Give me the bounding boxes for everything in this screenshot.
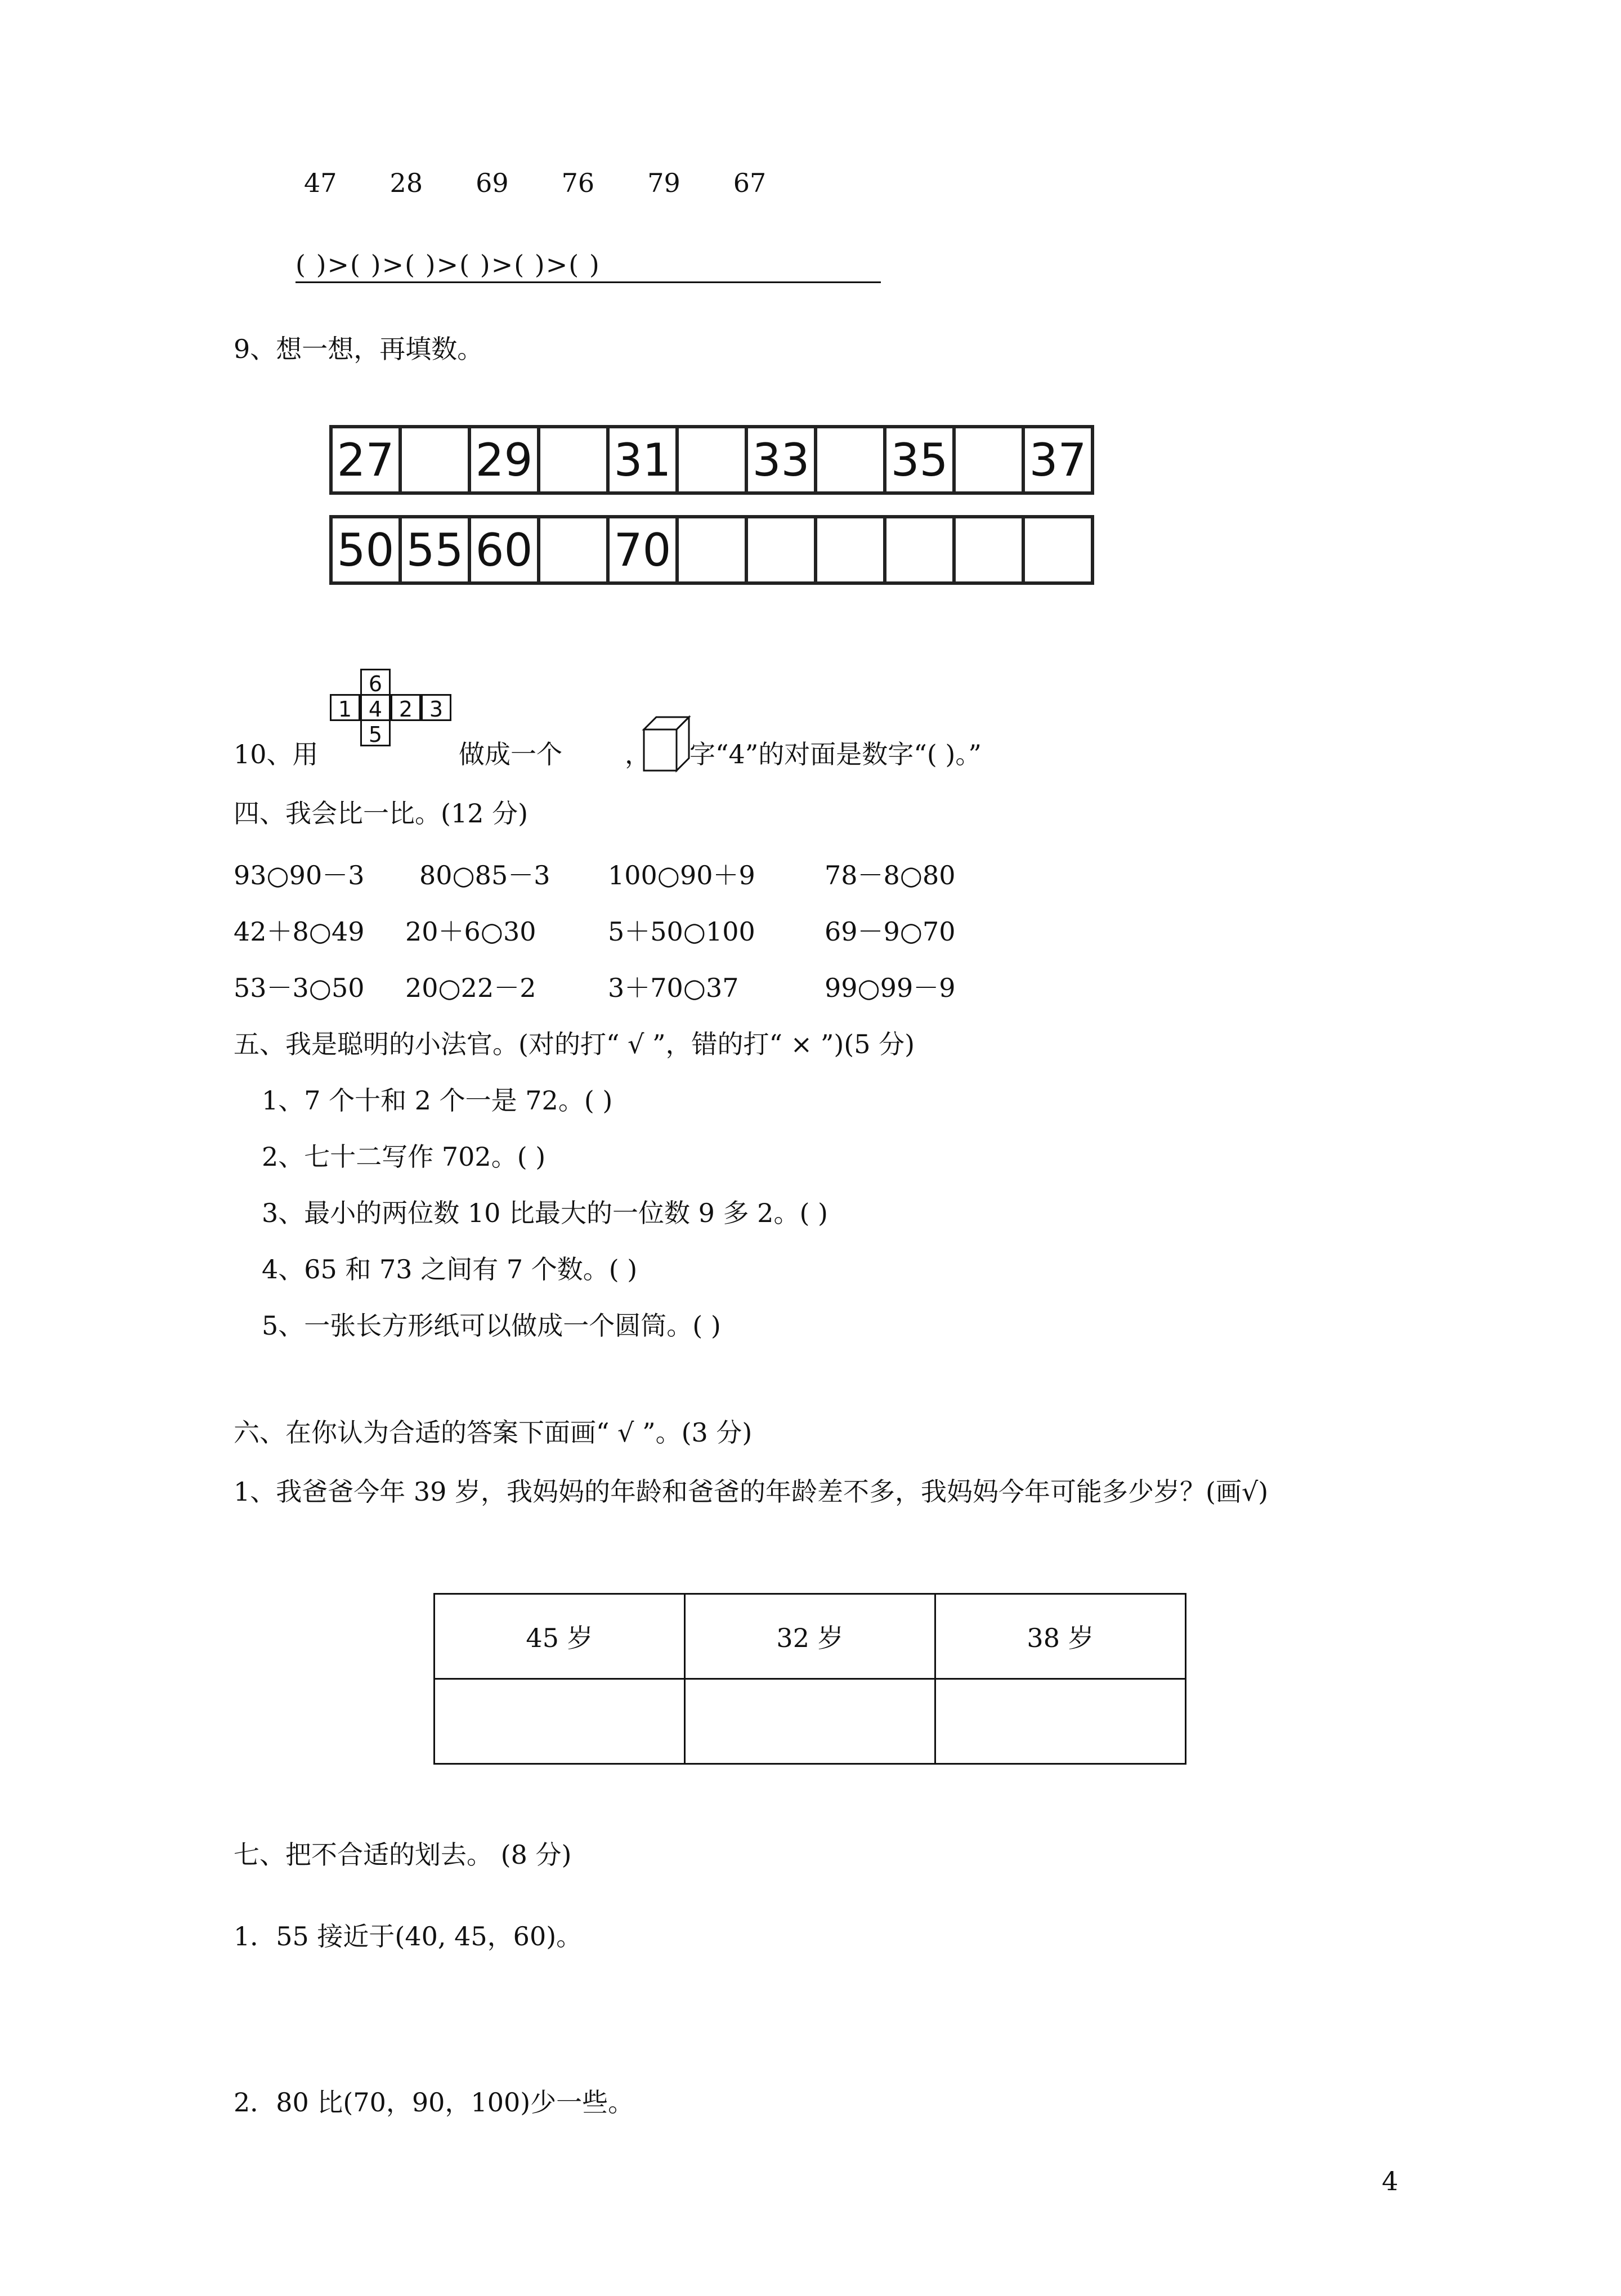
grid-cell[interactable] (954, 427, 1023, 493)
grid-cell: 37 (1023, 427, 1092, 493)
answer-cell[interactable] (935, 1679, 1186, 1764)
compare-item: 3＋70○37 (608, 973, 739, 1003)
section-6-question: 1、我爸爸今年 39 岁，我妈妈的年龄和爸爸的年龄差不多，我妈妈今年可能多少岁？(画√) (234, 1476, 1269, 1507)
grid-cell: 60 (469, 517, 539, 583)
grid-cell[interactable] (885, 517, 954, 583)
age-option: 38 岁 (935, 1594, 1186, 1679)
cube-net-figure (326, 669, 462, 759)
section-6-title: 六、在你认为合适的答案下面画“ √ ”。(3 分) (234, 1417, 753, 1448)
compare-item: 5＋50○100 (608, 916, 755, 947)
compare-item: 20＋6○30 (405, 916, 536, 947)
sort-numbers (304, 166, 819, 200)
q9-grid-row1 (329, 425, 1094, 495)
q10-text-d: 字“4”的对面是数字“( )。” (689, 739, 982, 769)
cube-icon (642, 714, 692, 773)
answer-cell[interactable] (435, 1679, 685, 1764)
judge-item: 4、65 和 73 之间有 7 个数。( ) (262, 1254, 638, 1284)
grid-cell: 70 (608, 517, 677, 583)
age-option: 45 岁 (435, 1594, 685, 1679)
compare-item: 80○85－3 (419, 860, 550, 890)
grid-cell: 27 (331, 427, 400, 493)
compare-item: 93○90－3 (234, 860, 365, 890)
compare-item: 42＋8○49 (234, 916, 365, 947)
section-4-title: 四、我会比一比。(12 分) (234, 798, 529, 829)
net-cell: 5 (360, 719, 391, 746)
compare-item: 53－3○50 (234, 973, 365, 1003)
grid-cell[interactable] (1023, 517, 1092, 583)
net-cell: 3 (421, 694, 451, 721)
grid-cell[interactable] (816, 517, 885, 583)
net-cell: 6 (360, 669, 391, 696)
grid-cell[interactable] (816, 427, 885, 493)
grid-cell: 33 (746, 427, 816, 493)
sort-number: 47 (304, 168, 337, 198)
grid-cell[interactable] (539, 517, 608, 583)
grid-cell[interactable] (539, 427, 608, 493)
q9-title: 9、想一想，再填数。 (234, 334, 483, 364)
sort-number: 67 (733, 168, 767, 198)
sort-number: 76 (561, 168, 595, 198)
section-7-q1: 1．55 接近于(40, 45，60)。 (234, 1921, 583, 1952)
compare-item: 100○90＋9 (608, 860, 755, 890)
sort-number: 79 (647, 168, 680, 198)
sort-answer-parens: ( )>( )>( )>( )>( )>( ) (295, 248, 881, 283)
compare-item: 69－9○70 (825, 916, 956, 947)
judge-item: 5、一张长方形纸可以做成一个圆筒。( ) (262, 1310, 721, 1341)
net-cell: 4 (360, 694, 391, 721)
age-answer-table (433, 1593, 1186, 1765)
page-number: 4 (1382, 2166, 1399, 2196)
compare-item: 20○22－2 (405, 973, 536, 1003)
section-7-title: 七、把不合适的划去。 (8 分) (234, 1840, 572, 1870)
compare-item: 99○99－9 (825, 973, 956, 1003)
judge-item: 2、七十二写作 702。( ) (262, 1142, 546, 1172)
grid-cell: 50 (331, 517, 400, 583)
sort-number: 69 (476, 168, 509, 198)
grid-cell[interactable] (400, 427, 469, 493)
grid-cell[interactable] (954, 517, 1023, 583)
grid-cell[interactable] (746, 517, 816, 583)
judge-item: 1、7 个十和 2 个一是 72。( ) (262, 1085, 613, 1116)
net-cell: 1 (330, 694, 360, 721)
q10-text-a: 10、用 (234, 739, 319, 769)
judge-item: 3、最小的两位数 10 比最大的一位数 9 多 2。( ) (262, 1198, 828, 1228)
answer-cell[interactable] (685, 1679, 935, 1764)
sort-number: 28 (389, 168, 423, 198)
grid-cell: 35 (885, 427, 954, 493)
section-7-q2: 2．80 比(70，90，100)少一些。 (234, 2087, 634, 2118)
q9-grid-row2 (329, 515, 1094, 585)
grid-cell: 55 (400, 517, 469, 583)
compare-item: 78－8○80 (825, 860, 956, 890)
grid-cell: 29 (469, 427, 539, 493)
net-cell: 2 (391, 694, 421, 721)
age-option: 32 岁 (685, 1594, 935, 1679)
q10-text-c: ， (625, 739, 651, 769)
q10-text-b: 做成一个 (459, 739, 562, 769)
grid-cell[interactable] (677, 427, 746, 493)
grid-cell: 31 (608, 427, 677, 493)
section-5-title: 五、我是聪明的小法官。(对的打“ √ ”，错的打“ × ”)(5 分) (234, 1029, 915, 1059)
grid-cell[interactable] (677, 517, 746, 583)
